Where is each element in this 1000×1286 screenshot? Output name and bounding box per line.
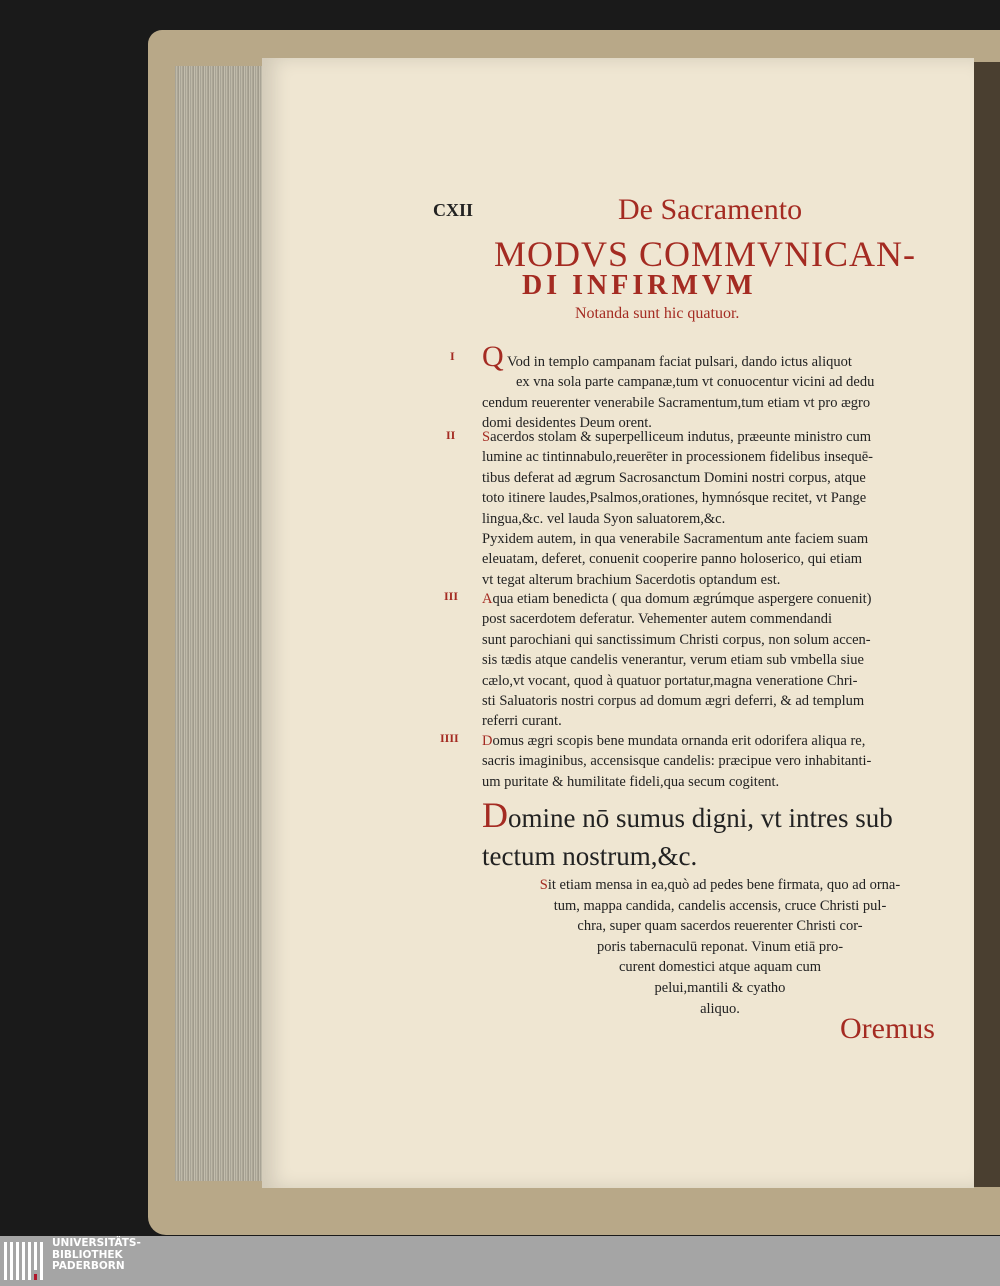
running-head: De Sacramento	[618, 193, 803, 226]
initial: S	[539, 877, 548, 893]
text-line: eleuatam, deferet, conuenit cooperire panno holoserico, qui etiam	[482, 551, 863, 568]
initial: S	[482, 429, 491, 445]
text-line: tum, mappa candida, candelis accensis, cruce Christi pul-	[553, 897, 887, 914]
text-line: vt tegat alterum brachium Sacerdotis optandum est.	[482, 571, 781, 588]
marginal-number-4: IIII	[440, 731, 459, 745]
text-line: sunt parochiani qui sanctissimum Christi corpus, non solum accen-	[482, 631, 871, 648]
library-logo-icon	[2, 1240, 44, 1282]
paragraph-5-tapered	[500, 875, 940, 1019]
catchword: Oremus	[840, 1012, 935, 1045]
text-line: Pyxidem autem, in qua venerabile Sacramentum ante faciem suam	[482, 531, 869, 548]
text-line: chra, super quam sacerdos reuerenter Christi cor-	[577, 918, 863, 935]
library-name-line: BIBLIOTHEK	[52, 1248, 123, 1261]
text-line: sti Saluatoris nostri corpus ad domum ægri deferri, & ad templum	[482, 693, 865, 710]
prayer-domine-non-sum-dignus	[482, 796, 952, 875]
title-line-1: MODVS COMMVNICAN-	[494, 234, 917, 274]
library-name-line: PADERBORN	[52, 1260, 125, 1272]
paragraph-2	[482, 427, 952, 590]
text-line: um puritate & humilitate fideli,qua secum cogitent.	[482, 773, 780, 790]
text-line: Q Vod in templo campanam faciat pulsari, dando ictus aliquot	[482, 340, 852, 373]
initial: D	[482, 733, 493, 749]
text-line: poris tabernaculū reponat. Vinum etiā pro-	[596, 938, 844, 955]
text-line: post sacerdotem deferatur. Vehementer autem commendandi	[482, 611, 833, 628]
text-line: pelui,mantili & cyatho	[654, 979, 786, 996]
footer-bar	[0, 1236, 1000, 1286]
text-line: tibus deferat ad ægrum Sacrosanctum Domini nostri corpus, atque	[482, 469, 866, 486]
initial: A	[482, 591, 493, 607]
marginal-number-1: I	[450, 349, 455, 363]
text-line: cendum reuerenter venerabile Sacramentum,tum etiam vt pro ægro	[482, 394, 871, 411]
text-line: Domine nō sumus digni, vt intres sub	[482, 795, 893, 835]
paragraph-3	[482, 589, 952, 732]
text-line: Domus ægri scopis bene mundata ornanda erit odorifera aliqua re,	[482, 733, 866, 749]
text-line: toto itinere laudes,Psalmos,orationes, hymnósque recitet, vt Pange	[482, 490, 867, 507]
library-name-line: UNIVERSITÄTS-	[52, 1237, 141, 1249]
text-line: Aqua etiam benedicta ( qua domum ægrúmque aspergere conuenit)	[482, 591, 872, 607]
text-line: aliquo.	[700, 1000, 740, 1017]
text-line: sacris imaginibus, accensisque candelis: præcipue vero inhabitanti-	[482, 753, 872, 770]
folio-number: CXII	[433, 200, 474, 220]
drop-initial: D	[482, 795, 508, 835]
text-line: Sacerdos stolam & superpelliceum indutus, præeunte ministro cum	[482, 429, 872, 445]
marginal-number-3: III	[444, 589, 459, 603]
title-line-2: DI INFIRMVM	[522, 270, 757, 301]
text-line: sis tædis atque candelis venerantur, verum etiam sub vmbella siue	[482, 652, 864, 669]
text-line: lumine ac tintinnabulo,reuerēter in processionem fidelibus insequē-	[482, 449, 873, 466]
text-line: tectum nostrum,&c.	[482, 841, 698, 871]
text-line: curent domestici atque aquam cum	[618, 959, 822, 976]
facing-page-edge	[974, 62, 1000, 1187]
text-line: Sit etiam mensa in ea,quò ad pedes bene firmata, quo ad orna-	[539, 877, 901, 893]
paragraph-4	[482, 731, 952, 792]
text-line: domi desidentes Deum orent.	[482, 415, 652, 432]
page-edges	[175, 66, 270, 1181]
library-name	[52, 1238, 141, 1273]
text-line: ex vna sola parte campanæ,tum vt conuocentur vicini ad dedu	[516, 374, 875, 391]
text-line: referri curant.	[482, 713, 562, 730]
marginal-number-2: II	[446, 428, 456, 442]
drop-initial: Q	[482, 340, 504, 373]
paragraph-1	[482, 340, 952, 434]
text-line: cælo,vt vocant, quod à quatuor portatur,magna veneratione Chri-	[482, 672, 858, 689]
subtitle: Notanda sunt hic quatuor.	[575, 305, 740, 322]
text-line: lingua,&c. vel lauda Syon saluatorem,&c.	[482, 510, 726, 527]
